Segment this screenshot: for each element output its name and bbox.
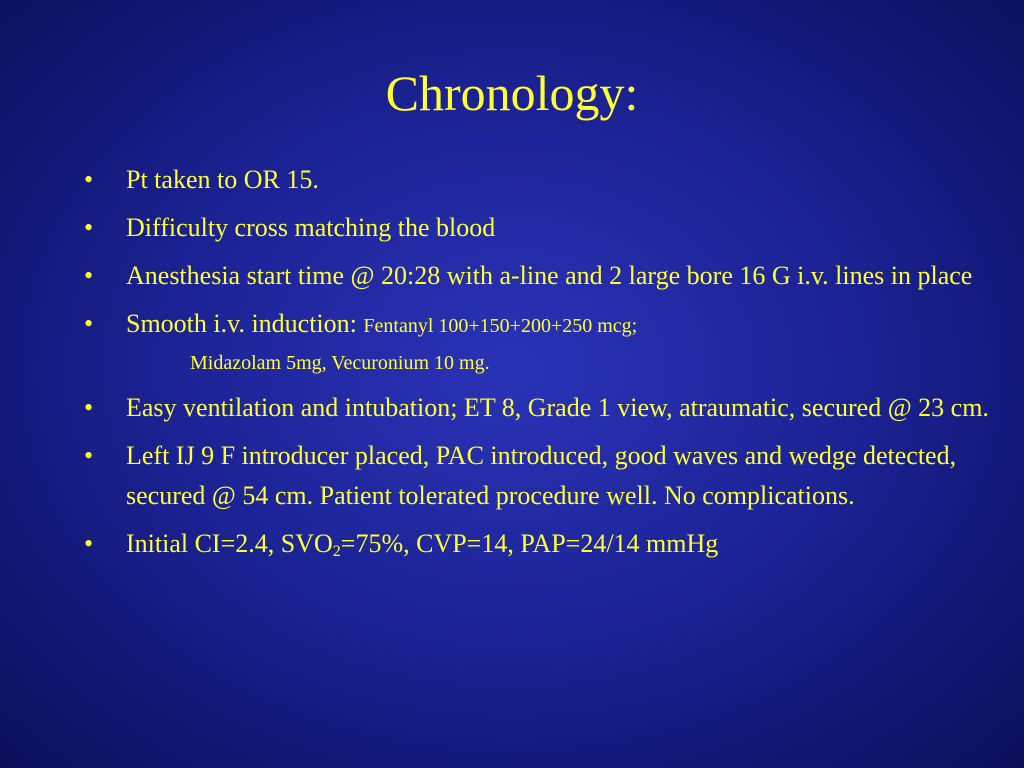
bullet-icon: •	[84, 441, 94, 470]
list-item-lead: Smooth i.v. induction:	[126, 309, 364, 338]
bullet-icon: •	[84, 213, 94, 242]
list-item	[84, 208, 994, 248]
list-item	[84, 160, 994, 200]
list-item-text: Pt taken to OR 15.	[126, 165, 319, 194]
list-item	[84, 304, 994, 380]
list-item	[84, 388, 994, 428]
bullet-icon: •	[84, 261, 94, 290]
bullet-icon: •	[84, 529, 94, 558]
bullet-icon: •	[84, 165, 94, 194]
list-item-text-pre: Initial CI=2.4, SVO	[126, 529, 333, 558]
bullet-list	[84, 160, 994, 572]
list-item-text-post: =75%, CVP=14, PAP=24/14 mmHg	[340, 529, 719, 558]
list-item	[84, 436, 994, 516]
list-item-text: Anesthesia start time @ 20:28 with a-line and 2 large bore 16 G i.v. lines in place	[126, 261, 973, 290]
bullet-icon: •	[84, 393, 94, 422]
list-item-text: Easy ventilation and intubation; ET 8, Grade 1 view, atraumatic, secured @ 23 cm.	[126, 393, 989, 422]
list-item-continuation: Midazolam 5mg, Vecuronium 10 mg.	[190, 352, 490, 374]
list-item-detail: Fentanyl 100+150+200+250 mcg;	[363, 315, 638, 337]
list-item	[84, 524, 994, 564]
list-item	[84, 256, 994, 296]
subscript-text: 2	[332, 543, 341, 560]
slide-title: Chronology:	[385, 65, 639, 121]
list-item-text: Difficulty cross matching the blood	[126, 213, 496, 242]
bullet-icon: •	[84, 309, 94, 338]
list-item-text: Left IJ 9 F introducer placed, PAC introduced, good waves and wedge detected, secured @ 54 cm. Patient tolerated procedure well. No complications.	[126, 441, 957, 510]
